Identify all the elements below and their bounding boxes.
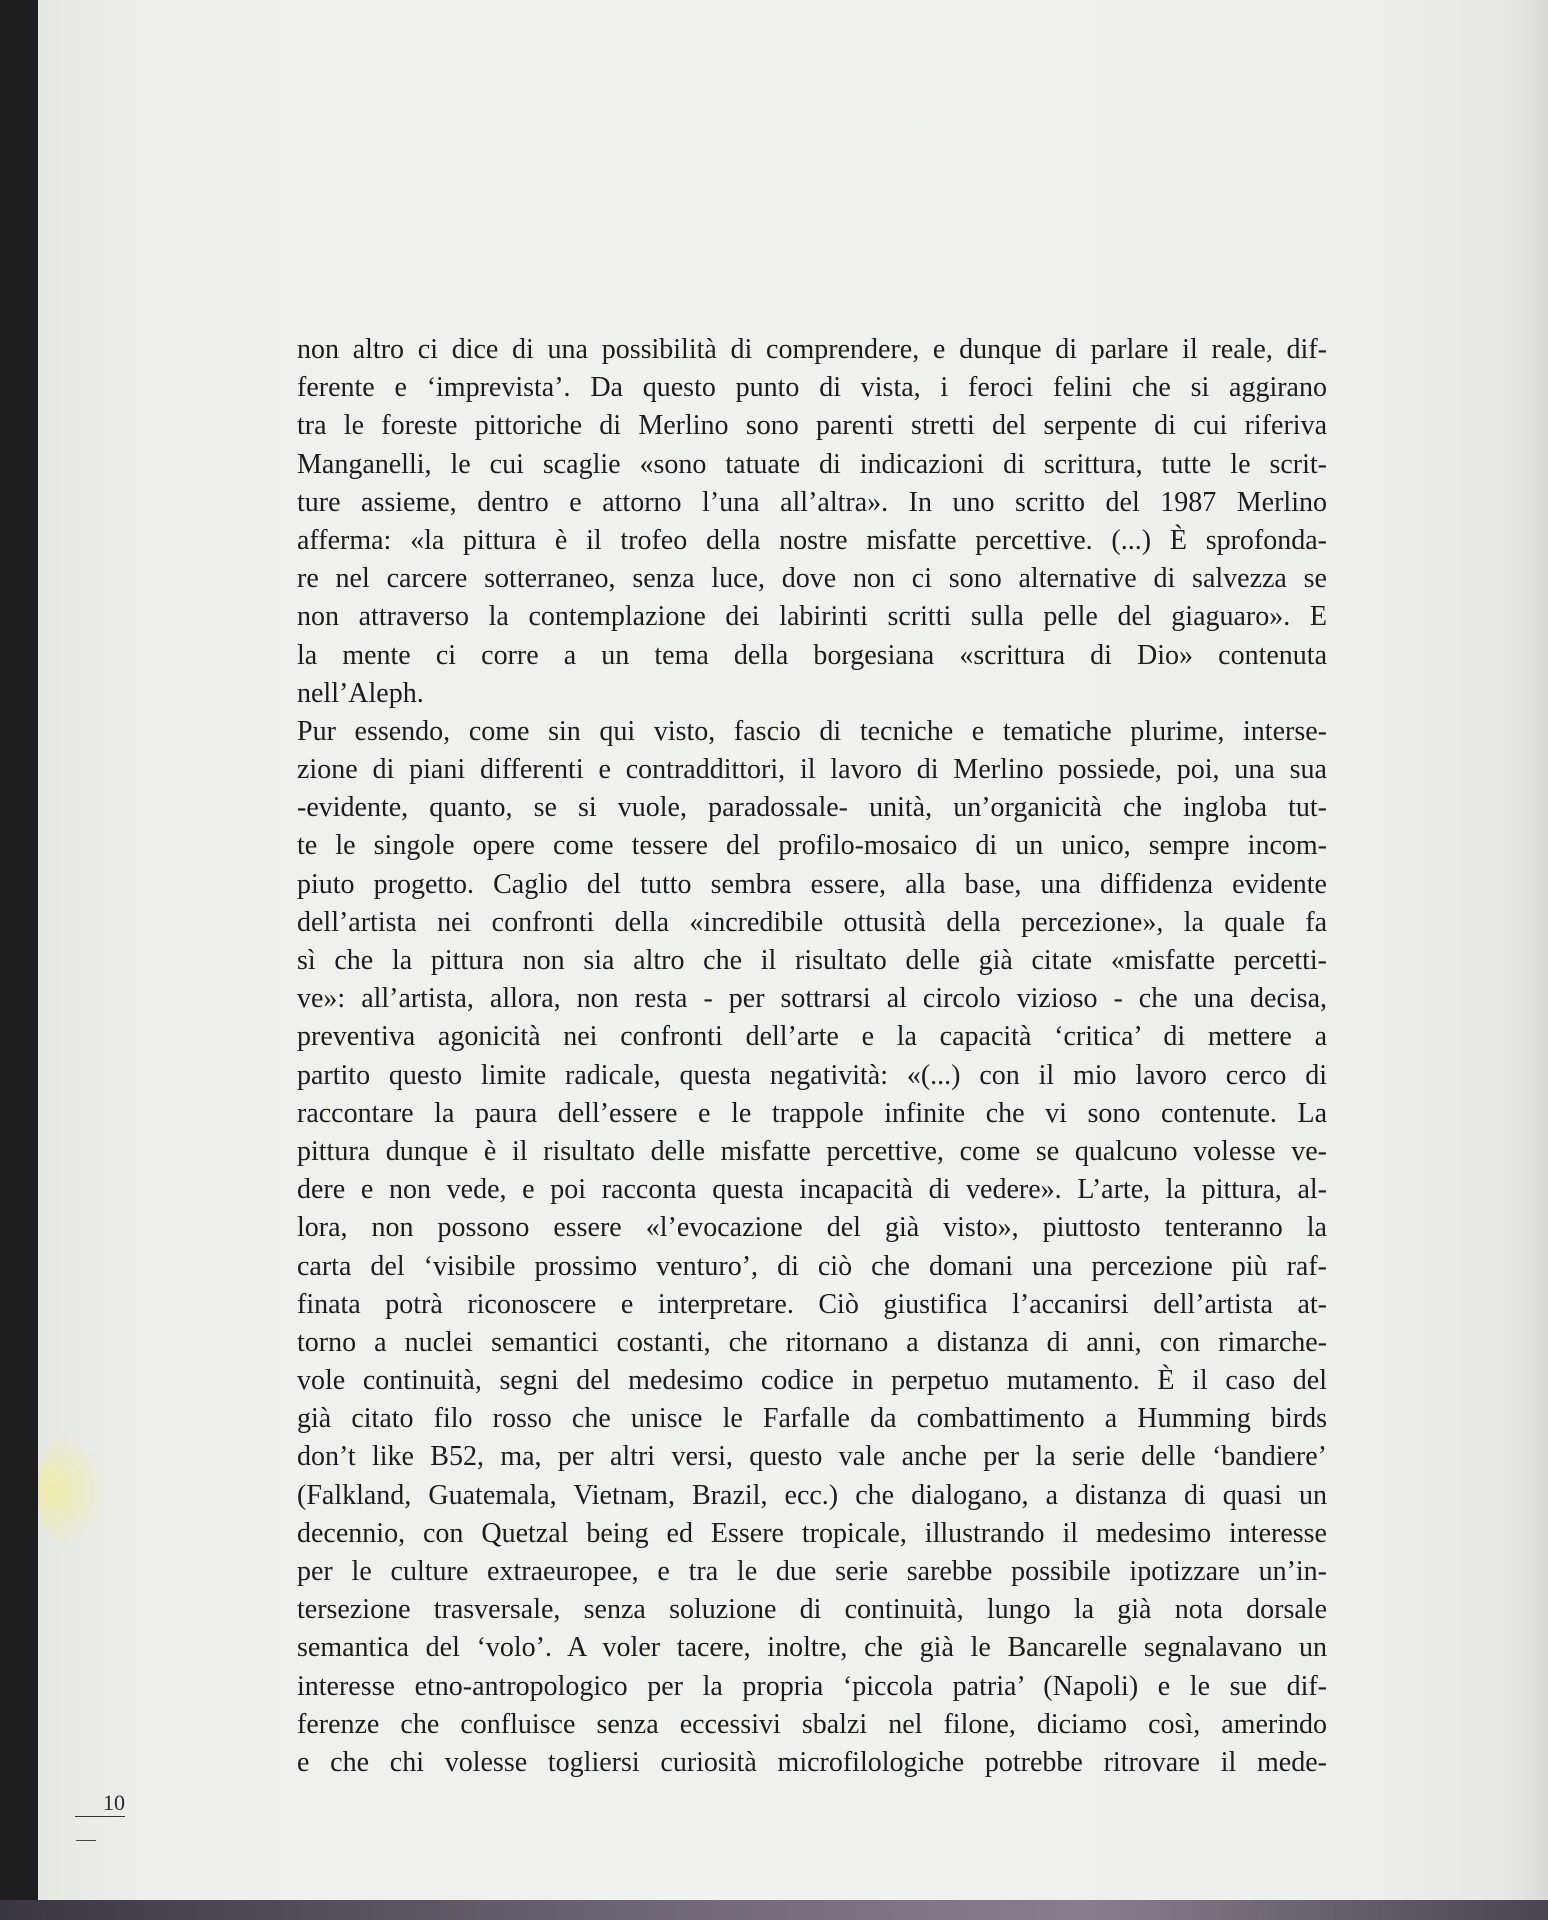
text-line: re nel carcere sotterraneo, senza luce, dove non ci sono alternative di salvezza se (297, 563, 1327, 595)
text-line: (Falkland, Guatemala, Vietnam, Brazil, ecc.) che dialogano, a distanza di quasi un (297, 1479, 1327, 1511)
text-line: Pur essendo, come sin qui visto, fascio di tecniche e tematiche plurime, interse- (297, 715, 1327, 747)
text-line: finata potrà riconoscere e interpretare. Ciò giustifica l’accanirsi dell’artista at- (297, 1288, 1327, 1320)
text-line: torno a nuclei semantici costanti, che ritornano a distanza di anni, con rimarche- (297, 1326, 1327, 1358)
text-line: partito questo limite radicale, questa negatività: «(...) con il mio lavoro cerco di (297, 1059, 1327, 1091)
body-text (297, 331, 1327, 1782)
page-number: 10 (75, 1790, 125, 1817)
text-line: per le culture extraeuropee, e tra le due serie sarebbe possibile ipotizzare un’in- (297, 1556, 1327, 1587)
text-line: già citato filo rosso che unisce le Farfalle da combattimento a Humming birds (297, 1403, 1327, 1435)
text-line: nell’Aleph. (297, 677, 424, 709)
text-line: ve»: all’artista, allora, non resta - per sottrarsi al circolo vizioso - che una decisa, (297, 983, 1327, 1015)
text-line: preventiva agonicità nei confronti dell’arte e la capacità ‘critica’ di mettere a (297, 1021, 1327, 1053)
text-line: carta del ‘visibile prossimo venturo’, di ciò che domani una percezione più raf- (297, 1250, 1327, 1282)
text-line: e che chi volesse togliersi curiosità microfilologiche potrebbe ritrovare il mede- (297, 1746, 1327, 1778)
text-line: te le singole opere come tessere del profilo-mosaico di un unico, sempre incom- (297, 830, 1327, 862)
text-line: dere e non vede, e poi racconta questa incapacità di vedere». L’arte, la pittura, al- (297, 1174, 1327, 1206)
page-edge-shadow (1508, 0, 1548, 1908)
text-line: pittura dunque è il risultato delle misfatte percettive, come se qualcuno volesse ve- (297, 1135, 1327, 1167)
text-line: vole continuità, segni del medesimo codice in perpetuo mutamento. È il caso del (297, 1365, 1327, 1397)
text-line: ferenze che confluisce senza eccessivi sbalzi nel filone, diciamo così, amerindo (297, 1708, 1327, 1740)
text-line: tra le foreste pittoriche di Merlino sono parenti stretti del serpente di cui riferiva (297, 410, 1327, 442)
text-line: raccontare la paura dell’essere e le trappole infinite che vi sono contenute. La (297, 1097, 1327, 1129)
text-line: piuto progetto. Caglio del tutto sembra essere, alla base, una diffidenza evidente (297, 868, 1327, 900)
text-line: afferma: «la pittura è il trofeo della nostre misfatte percettive. (...) È sprofonda- (297, 524, 1327, 556)
text-line: ture assieme, dentro e attorno l’una all’altra». In uno scritto del 1987 Merlino (297, 486, 1327, 518)
text-line: semantica del ‘volo’. A voler tacere, inoltre, che già le Bancarelle segnalavano un (297, 1632, 1327, 1664)
text-line: sì che la pittura non sia altro che il risultato delle già citate «misfatte percetti- (297, 945, 1327, 976)
text-line: Manganelli, le cui scaglie «sono tatuate di indicazioni di scrittura, tutte le scrit- (297, 448, 1327, 480)
text-line: -evidente, quanto, se si vuole, paradossale- unità, un’organicità che ingloba tut- (297, 792, 1327, 824)
text-line: la mente ci corre a un tema della borgesiana «scrittura di Dio» contenuta (297, 639, 1327, 671)
text-line: decennio, con Quetzal being ed Essere tropicale, illustrando il medesimo interesse (297, 1517, 1327, 1549)
text-line: dell’artista nei confronti della «incredibile ottusità della percezione», la quale fa (297, 906, 1327, 938)
text-line: non altro ci dice di una possibilità di comprendere, e dunque di parlare il reale, dif- (297, 334, 1327, 365)
text-line: zione di piani differenti e contraddittori, il lavoro di Merlino possiede, poi, una sua (297, 754, 1327, 786)
text-line: ferente e ‘imprevista’. Da questo punto di vista, i feroci felini che si aggirano (297, 372, 1327, 404)
yellow-stain (38, 1430, 108, 1550)
text-line: non attraverso la contemplazione dei labirinti scritti sulla pelle del giaguaro». E (297, 601, 1327, 633)
text-line: lora, non possono essere «l’evocazione del già visto», piuttosto tenteranno la (297, 1212, 1327, 1244)
text-line: interesse etno-antropologico per la propria ‘piccola patria’ (Napoli) e le sue dif- (297, 1670, 1327, 1702)
background-band (0, 1900, 1548, 1920)
margin-mark (76, 1840, 96, 1841)
text-line: don’t like B52, ma, per altri versi, questo vale anche per la serie delle ‘bandiere’ (297, 1441, 1327, 1473)
text-line: tersezione trasversale, senza soluzione di continuità, lungo la già nota dorsale (297, 1594, 1327, 1626)
